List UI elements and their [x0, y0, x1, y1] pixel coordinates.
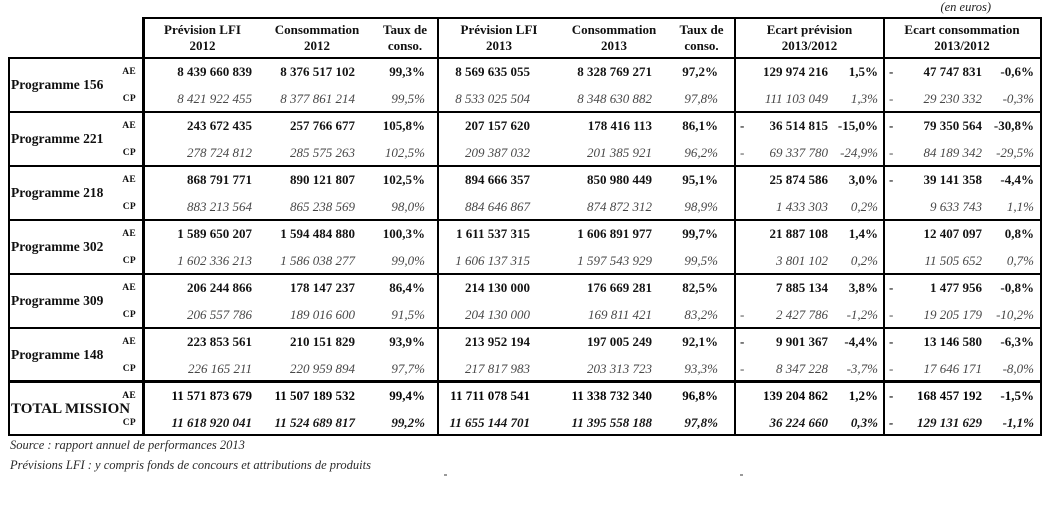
minus-sign: -	[740, 360, 745, 376]
cell-prevision-2013-ae: 894 666 357	[465, 171, 530, 187]
cell-ecart-consommation-cp	[884, 85, 1040, 112]
cell-ecart-consommation-ae	[884, 274, 1040, 301]
cell-prevision-2012-cp: 8 421 922 455	[177, 90, 252, 106]
cell-taux-2013-ae: 97,2%	[682, 63, 718, 79]
cell-consommation-2013-cp: 169 811 421	[587, 306, 652, 322]
cell-consommation-2012-cp: 11 524 689 817	[274, 414, 355, 430]
ecart-consommation-percent: 0,8%	[1004, 225, 1034, 241]
table-row-group	[8, 166, 1040, 220]
cell-consommation-2012-ae: 11 507 189 532	[274, 387, 355, 403]
cell-taux-2012-cp: 102,5%	[384, 144, 425, 160]
ecart-consommation-value: 29 230 332	[923, 90, 982, 106]
cell-prevision-2013-ae: 214 130 000	[465, 279, 530, 295]
cell-ecart-consommation-cp	[884, 193, 1040, 220]
cell-prevision-2012-ae: 223 853 561	[187, 333, 252, 349]
minus-sign: -	[740, 144, 745, 160]
cell-ecart-consommation-cp	[884, 355, 1040, 382]
ecart-prevision-percent: -1,2%	[846, 306, 878, 322]
row-label-ae: AE	[122, 66, 136, 77]
cell-prevision-2013-cp: 884 646 867	[465, 198, 530, 214]
cell-ecart-prevision-ae	[735, 274, 884, 301]
table-border	[1040, 17, 1042, 436]
cell-ecart-consommation-cp	[884, 301, 1040, 328]
cell-consommation-2013-cp: 1 597 543 929	[577, 252, 652, 268]
minus-sign: -	[889, 144, 894, 160]
minus-sign: -	[889, 63, 894, 79]
minus-sign: -	[740, 117, 745, 133]
cell-taux-2012-ae: 93,9%	[389, 333, 425, 349]
cell-consommation-2013-ae: 197 005 249	[587, 333, 652, 349]
minus-sign: -	[740, 306, 745, 322]
ecart-consommation-percent: -1,1%	[1002, 414, 1034, 430]
ecart-consommation-percent: 0,7%	[1006, 252, 1034, 268]
row-label-cp: CP	[122, 363, 136, 374]
cell-taux-2013-ae: 92,1%	[682, 333, 718, 349]
ecart-prevision-value: 111 103 049	[764, 90, 828, 106]
row-label-ae: AE	[122, 390, 136, 401]
cell-taux-2013-cp: 98,9%	[684, 198, 718, 214]
cell-ecart-prevision-cp	[735, 355, 884, 382]
ecart-consommation-percent: -6,3%	[1000, 333, 1034, 349]
cell-ecart-consommation-ae	[884, 58, 1040, 85]
minus-sign: -	[889, 306, 894, 322]
cell-ecart-prevision-cp	[735, 139, 884, 166]
cell-ecart-consommation-ae	[884, 328, 1040, 355]
cell-ecart-consommation-ae	[884, 220, 1040, 247]
cell-prevision-2013-ae: 207 157 620	[465, 117, 530, 133]
cell-ecart-consommation-cp	[884, 139, 1040, 166]
cell-taux-2012-ae: 102,5%	[382, 171, 425, 187]
cell-taux-2013-ae: 95,1%	[682, 171, 718, 187]
cell-ecart-consommation-cp	[884, 409, 1040, 436]
table-row-group	[8, 274, 1040, 328]
cell-consommation-2013-ae: 1 606 891 977	[577, 225, 652, 241]
cell-consommation-2013-ae: 850 980 449	[587, 171, 652, 187]
program-name: TOTAL MISSION	[11, 400, 131, 417]
row-label-cp: CP	[122, 309, 136, 320]
cell-taux-2012-ae: 86,4%	[389, 279, 425, 295]
cell-prevision-2013-ae: 1 611 537 315	[455, 225, 530, 241]
table-row-group	[8, 382, 1040, 436]
cell-taux-2013-ae: 82,5%	[682, 279, 718, 295]
cell-prevision-2013-cp: 1 606 137 315	[455, 252, 530, 268]
cell-prevision-2012-cp: 11 618 920 041	[171, 414, 252, 430]
ecart-consommation-percent: -4,4%	[1000, 171, 1034, 187]
program-name: Programme 302	[11, 239, 104, 254]
row-label-ae: AE	[122, 336, 136, 347]
col-header-ecart-prevision: Ecart prévision 2013/2012	[766, 22, 853, 53]
cell-consommation-2012-ae: 8 376 517 102	[280, 63, 355, 79]
minus-sign: -	[889, 279, 894, 295]
cell-prevision-2012-cp: 226 165 211	[187, 360, 252, 376]
col-header-taux-conso-2012: Taux de conso.	[383, 22, 427, 53]
row-label-cp: CP	[122, 93, 136, 104]
ecart-consommation-value: 1 477 956	[930, 279, 982, 295]
cell-taux-2012-cp: 99,0%	[391, 252, 425, 268]
ecart-prevision-percent: 1,4%	[848, 225, 878, 241]
ecart-consommation-percent: 1,1%	[1006, 198, 1034, 214]
cell-taux-2013-cp: 97,8%	[684, 414, 718, 430]
program-name: Programme 218	[11, 185, 104, 200]
cell-taux-2012-cp: 97,7%	[391, 360, 425, 376]
cell-taux-2013-cp: 96,2%	[684, 144, 718, 160]
ecart-consommation-percent: -0,8%	[1000, 279, 1034, 295]
cell-prevision-2013-cp: 11 655 144 701	[449, 414, 530, 430]
cell-consommation-2012-cp: 220 959 894	[290, 360, 355, 376]
cell-taux-2012-ae: 105,8%	[382, 117, 425, 133]
cell-prevision-2012-cp: 883 213 564	[187, 198, 252, 214]
ecart-consommation-value: 39 141 358	[923, 171, 982, 187]
cell-consommation-2012-cp: 189 016 600	[290, 306, 355, 322]
cell-taux-2012-cp: 99,2%	[391, 414, 425, 430]
cell-prevision-2013-cp: 217 817 983	[465, 360, 530, 376]
minus-sign: -	[889, 387, 894, 403]
program-name: Programme 221	[11, 131, 104, 146]
cell-ecart-prevision-cp	[735, 247, 884, 274]
ecart-consommation-value: 84 189 342	[923, 144, 982, 160]
col-header-prevision-lfi-2013: Prévision LFI 2013	[460, 22, 538, 53]
cell-ecart-prevision-ae	[735, 166, 884, 193]
ecart-prevision-value: 25 874 586	[769, 171, 828, 187]
cell-taux-2013-ae: 96,8%	[682, 387, 718, 403]
cell-prevision-2012-ae: 206 244 866	[187, 279, 252, 295]
cell-consommation-2012-cp: 865 238 569	[290, 198, 355, 214]
ecart-prevision-percent: -24,9%	[840, 144, 878, 160]
cell-prevision-2012-cp: 1 602 336 213	[177, 252, 252, 268]
ecart-consommation-value: 12 407 097	[923, 225, 982, 241]
cell-consommation-2013-cp: 8 348 630 882	[577, 90, 652, 106]
program-name: Programme 148	[11, 347, 104, 362]
ecart-prevision-percent: 1,2%	[848, 387, 878, 403]
row-label-cp: CP	[122, 147, 136, 158]
cell-prevision-2012-ae: 11 571 873 679	[171, 387, 252, 403]
table-body	[8, 58, 1040, 436]
cell-taux-2013-ae: 99,7%	[682, 225, 718, 241]
ecart-prevision-value: 69 337 780	[769, 144, 828, 160]
cell-taux-2013-ae: 86,1%	[682, 117, 718, 133]
table-row-group	[8, 328, 1040, 382]
cell-prevision-2012-cp: 278 724 812	[187, 144, 252, 160]
ecart-consommation-value: 9 633 743	[930, 198, 982, 214]
ecart-consommation-percent: -0,3%	[1002, 90, 1034, 106]
cell-ecart-prevision-cp	[735, 193, 884, 220]
cell-prevision-2013-cp: 8 533 025 504	[455, 90, 530, 106]
ecart-prevision-value: 1 433 303	[776, 198, 828, 214]
cell-prevision-2012-ae: 868 791 771	[187, 171, 252, 187]
cell-prevision-2012-cp: 206 557 786	[187, 306, 252, 322]
cell-ecart-prevision-ae	[735, 328, 884, 355]
lfi-note: Prévisions LFI : y compris fonds de concours et attributions de produits	[10, 458, 371, 472]
ecart-prevision-value: 21 887 108	[769, 225, 828, 241]
cell-consommation-2013-cp: 11 395 558 188	[571, 414, 652, 430]
cell-prevision-2013-cp: 204 130 000	[465, 306, 530, 322]
ecart-consommation-percent: -10,2%	[996, 306, 1034, 322]
row-label-cp: CP	[122, 417, 136, 428]
cell-prevision-2012-ae: 243 672 435	[187, 117, 252, 133]
ecart-prevision-percent: 3,0%	[848, 171, 878, 187]
ecart-consommation-value: 168 457 192	[917, 387, 982, 403]
row-label-ae: AE	[122, 282, 136, 293]
cell-taux-2013-cp: 93,3%	[684, 360, 718, 376]
col-header-prevision-lfi-2012: Prévision LFI 2012	[164, 22, 241, 53]
ecart-prevision-percent: 3,8%	[848, 279, 878, 295]
cell-ecart-prevision-cp	[735, 85, 884, 112]
cell-consommation-2012-ae: 210 151 829	[290, 333, 355, 349]
cell-consommation-2013-ae: 11 338 732 340	[571, 387, 652, 403]
ecart-prevision-percent: -3,7%	[846, 360, 878, 376]
scan-artifact-dot	[444, 474, 447, 476]
cell-ecart-prevision-ae	[735, 58, 884, 85]
cell-prevision-2012-ae: 8 439 660 839	[177, 63, 252, 79]
cell-consommation-2013-ae: 8 328 769 271	[577, 63, 652, 79]
currency-note: (en euros)	[940, 0, 991, 14]
cell-prevision-2013-ae: 8 569 635 055	[455, 63, 530, 79]
cell-prevision-2013-ae: 213 952 194	[465, 333, 530, 349]
ecart-prevision-value: 36 224 660	[769, 414, 828, 430]
cell-prevision-2013-cp: 209 387 032	[465, 144, 530, 160]
cell-ecart-consommation-cp	[884, 247, 1040, 274]
minus-sign: -	[889, 90, 894, 106]
ecart-consommation-percent: -0,6%	[1000, 63, 1034, 79]
cell-taux-2013-cp: 97,8%	[684, 90, 718, 106]
cell-consommation-2012-cp: 8 377 861 214	[280, 90, 355, 106]
cell-ecart-prevision-ae	[735, 112, 884, 139]
ecart-prevision-value: 2 427 786	[776, 306, 828, 322]
cell-taux-2012-cp: 98,0%	[391, 198, 425, 214]
cell-taux-2013-cp: 99,5%	[684, 252, 718, 268]
ecart-consommation-value: 47 747 831	[923, 63, 982, 79]
cell-taux-2012-ae: 99,3%	[389, 63, 425, 79]
ecart-prevision-percent: 0,3%	[850, 414, 878, 430]
cell-consommation-2013-cp: 201 385 921	[587, 144, 652, 160]
cell-ecart-prevision-ae	[735, 382, 884, 409]
ecart-consommation-percent: -30,8%	[993, 117, 1034, 133]
minus-sign: -	[889, 117, 894, 133]
ecart-prevision-percent: 0,2%	[850, 252, 878, 268]
ecart-consommation-value: 13 146 580	[923, 333, 982, 349]
cell-consommation-2013-cp: 874 872 312	[587, 198, 652, 214]
cell-taux-2012-ae: 99,4%	[389, 387, 425, 403]
ecart-prevision-value: 7 885 134	[776, 279, 828, 295]
table-row-group	[8, 220, 1040, 274]
ecart-prevision-value: 9 901 367	[776, 333, 828, 349]
cell-ecart-prevision-ae	[735, 220, 884, 247]
cell-consommation-2012-ae: 890 121 807	[290, 171, 355, 187]
ecart-prevision-percent: 1,5%	[848, 63, 878, 79]
ecart-prevision-value: 139 204 862	[763, 387, 828, 403]
cell-ecart-consommation-ae	[884, 112, 1040, 139]
minus-sign: -	[889, 414, 894, 430]
cell-ecart-consommation-ae	[884, 166, 1040, 193]
ecart-consommation-value: 17 646 171	[923, 360, 982, 376]
ecart-consommation-value: 79 350 564	[923, 117, 982, 133]
ecart-consommation-percent: -8,0%	[1002, 360, 1034, 376]
minus-sign: -	[889, 360, 894, 376]
table-row-group	[8, 58, 1040, 112]
row-label-ae: AE	[122, 120, 136, 131]
ecart-prevision-percent: 0,2%	[850, 198, 878, 214]
cell-consommation-2012-cp: 285 575 263	[290, 144, 355, 160]
ecart-consommation-value: 11 505 652	[924, 252, 982, 268]
source-note: Source : rapport annuel de performances 2013	[10, 438, 245, 452]
cell-taux-2012-cp: 99,5%	[391, 90, 425, 106]
col-header-consommation-2012: Consommation 2012	[274, 22, 360, 53]
cell-ecart-prevision-cp	[735, 301, 884, 328]
cell-taux-2013-cp: 83,2%	[684, 306, 718, 322]
cell-consommation-2012-ae: 1 594 484 880	[280, 225, 355, 241]
scan-artifact-dot	[740, 474, 743, 476]
minus-sign: -	[740, 333, 745, 349]
ecart-prevision-value: 3 801 102	[776, 252, 828, 268]
ecart-prevision-percent: 1,3%	[850, 90, 878, 106]
cell-consommation-2012-cp: 1 586 038 277	[280, 252, 355, 268]
minus-sign: -	[889, 333, 894, 349]
ecart-prevision-value: 8 347 228	[776, 360, 828, 376]
col-header-ecart-consommation: Ecart consommation 2013/2012	[904, 22, 1020, 53]
program-name: Programme 156	[11, 77, 104, 92]
col-header-consommation-2013: Consommation 2013	[571, 22, 657, 53]
cell-prevision-2013-ae: 11 711 078 541	[450, 387, 530, 403]
row-label-cp: CP	[122, 201, 136, 212]
ecart-prevision-value: 36 514 815	[769, 117, 828, 133]
minus-sign: -	[889, 171, 894, 187]
ecart-prevision-value: 129 974 216	[763, 63, 828, 79]
table-row-group	[8, 112, 1040, 166]
cell-consommation-2013-ae: 176 669 281	[587, 279, 652, 295]
ecart-consommation-percent: -1,5%	[1000, 387, 1034, 403]
program-name: Programme 309	[11, 293, 104, 308]
cell-taux-2012-ae: 100,3%	[382, 225, 425, 241]
ecart-consommation-percent: -29,5%	[996, 144, 1034, 160]
ecart-consommation-value: 129 131 629	[917, 414, 982, 430]
col-header-taux-conso-2013: Taux de conso.	[679, 22, 724, 53]
ecart-prevision-percent: -15,0%	[837, 117, 878, 133]
cell-consommation-2012-ae: 178 147 237	[290, 279, 355, 295]
cell-ecart-prevision-cp	[735, 409, 884, 436]
row-label-cp: CP	[122, 255, 136, 266]
row-label-ae: AE	[122, 174, 136, 185]
ecart-consommation-value: 19 205 179	[923, 306, 982, 322]
cell-consommation-2013-cp: 203 313 723	[587, 360, 652, 376]
table-header-row	[143, 18, 1040, 58]
cell-consommation-2013-ae: 178 416 113	[587, 117, 652, 133]
cell-prevision-2012-ae: 1 589 650 207	[177, 225, 252, 241]
ecart-prevision-percent: -4,4%	[844, 333, 878, 349]
row-label-ae: AE	[122, 228, 136, 239]
cell-consommation-2012-ae: 257 766 677	[290, 117, 355, 133]
cell-ecart-consommation-ae	[884, 382, 1040, 409]
cell-taux-2012-cp: 91,5%	[391, 306, 425, 322]
